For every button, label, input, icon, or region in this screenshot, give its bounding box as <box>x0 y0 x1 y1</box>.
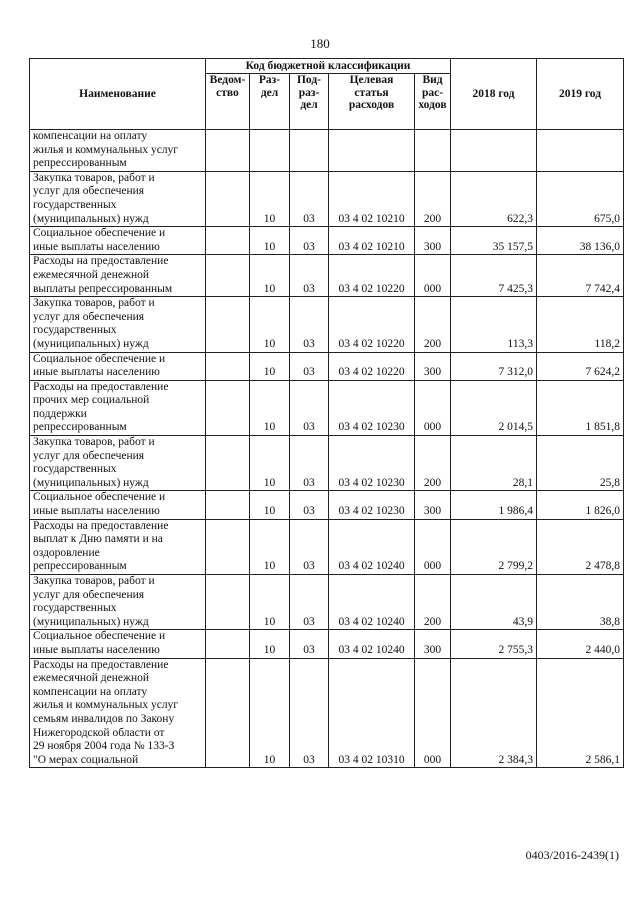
row-amount-2019: 1 851,8 <box>537 380 624 435</box>
row-subsection: 03 <box>290 380 329 435</box>
row-section: 10 <box>250 297 290 352</box>
row-target-article: 03 4 02 10230 <box>329 380 415 435</box>
row-section: 10 <box>250 575 290 630</box>
header-subsection: Под- раз- дел <box>290 74 329 130</box>
row-department <box>206 575 250 630</box>
row-amount-2019: 38,8 <box>537 575 624 630</box>
row-amount-2018: 1 986,4 <box>451 491 537 519</box>
table-row <box>30 130 624 172</box>
row-expense-type: 200 <box>415 436 451 491</box>
row-department <box>206 352 250 380</box>
row-name: Расходы на предоставление выплат к Дню памяти и на оздоровление репрессированным <box>30 519 206 574</box>
row-department <box>206 630 250 658</box>
header-department: Ведом- ство <box>206 74 250 130</box>
table-header <box>30 59 624 130</box>
table-row <box>30 630 624 658</box>
row-department <box>206 130 250 172</box>
row-amount-2019: 1 826,0 <box>537 491 624 519</box>
row-target-article: 03 4 02 10220 <box>329 297 415 352</box>
row-name: Социальное обеспечение и иные выплаты населению <box>30 352 206 380</box>
row-target-article: 03 4 02 10240 <box>329 575 415 630</box>
row-subsection: 03 <box>290 297 329 352</box>
row-name: Расходы на предоставление прочих мер социальной поддержки репрессированным <box>30 380 206 435</box>
row-target-article: 03 4 02 10210 <box>329 171 415 226</box>
row-amount-2018: 113,3 <box>451 297 537 352</box>
table-row <box>30 380 624 435</box>
row-amount-2019: 2 478,8 <box>537 519 624 574</box>
row-target-article: 03 4 02 10240 <box>329 519 415 574</box>
row-amount-2019: 675,0 <box>537 171 624 226</box>
header-expense-type: Вид рас- ходов <box>415 74 451 130</box>
row-amount-2019: 118,2 <box>537 297 624 352</box>
table-row <box>30 171 624 226</box>
row-subsection: 03 <box>290 227 329 255</box>
row-name: Закупка товаров, работ и услуг для обеспечения государственных (муниципальных) нужд <box>30 575 206 630</box>
row-expense-type: 000 <box>415 380 451 435</box>
row-department <box>206 297 250 352</box>
row-department <box>206 436 250 491</box>
table-row <box>30 491 624 519</box>
row-amount-2019: 25,8 <box>537 436 624 491</box>
row-subsection: 03 <box>290 255 329 297</box>
row-section: 10 <box>250 171 290 226</box>
row-amount-2019: 2 440,0 <box>537 630 624 658</box>
row-department <box>206 227 250 255</box>
row-subsection: 03 <box>290 491 329 519</box>
row-amount-2018: 7 425,3 <box>451 255 537 297</box>
row-amount-2019: 38 136,0 <box>537 227 624 255</box>
row-expense-type: 300 <box>415 630 451 658</box>
row-target-article: 03 4 02 10210 <box>329 227 415 255</box>
row-department <box>206 658 250 768</box>
table-row <box>30 436 624 491</box>
row-name: Расходы на предоставление ежемесячной денежной выплаты репрессированным <box>30 255 206 297</box>
row-name: компенсации на оплату жилья и коммунальных услуг репрессированным <box>30 130 206 172</box>
table-row <box>30 575 624 630</box>
row-name: Социальное обеспечение и иные выплаты населению <box>30 491 206 519</box>
row-amount-2018: 2 384,3 <box>451 658 537 768</box>
document-code: 0403/2016-2439(1) <box>525 848 619 862</box>
row-expense-type: 200 <box>415 171 451 226</box>
row-name: Расходы на предоставление ежемесячной денежной компенсации на оплату жилья и коммунальных услуг семьям инвалидов по Закону Нижегородской области от 29 ноября 2004 года № 133-З "О мерах социальной <box>30 658 206 768</box>
row-department <box>206 171 250 226</box>
row-amount-2019 <box>537 130 624 172</box>
row-section: 10 <box>250 630 290 658</box>
row-section: 10 <box>250 352 290 380</box>
row-department <box>206 380 250 435</box>
row-expense-type: 000 <box>415 658 451 768</box>
row-subsection: 03 <box>290 575 329 630</box>
row-amount-2018 <box>451 130 537 172</box>
table-row <box>30 297 624 352</box>
row-section: 10 <box>250 658 290 768</box>
header-classification-code: Код бюджетной классификации <box>206 59 451 74</box>
row-target-article <box>329 130 415 172</box>
row-amount-2018: 7 312,0 <box>451 352 537 380</box>
row-amount-2018: 43,9 <box>451 575 537 630</box>
row-target-article: 03 4 02 10220 <box>329 255 415 297</box>
row-name: Закупка товаров, работ и услуг для обеспечения государственных (муниципальных) нужд <box>30 297 206 352</box>
row-expense-type: 300 <box>415 352 451 380</box>
row-amount-2018: 35 157,5 <box>451 227 537 255</box>
table-row <box>30 352 624 380</box>
row-subsection: 03 <box>290 436 329 491</box>
header-name: Наименование <box>30 59 206 130</box>
row-section: 10 <box>250 227 290 255</box>
header-section: Раз- дел <box>250 74 290 130</box>
row-target-article: 03 4 02 10310 <box>329 658 415 768</box>
row-expense-type <box>415 130 451 172</box>
row-target-article: 03 4 02 10230 <box>329 436 415 491</box>
row-subsection: 03 <box>290 352 329 380</box>
row-section: 10 <box>250 380 290 435</box>
table-body <box>30 130 624 768</box>
row-expense-type: 200 <box>415 297 451 352</box>
row-amount-2018: 2 014,5 <box>451 380 537 435</box>
row-section: 10 <box>250 255 290 297</box>
header-year-2019: 2019 год <box>537 59 624 130</box>
row-amount-2018: 2 799,2 <box>451 519 537 574</box>
table-row <box>30 255 624 297</box>
row-expense-type: 200 <box>415 575 451 630</box>
row-department <box>206 519 250 574</box>
row-amount-2018: 622,3 <box>451 171 537 226</box>
row-name: Социальное обеспечение и иные выплаты населению <box>30 630 206 658</box>
row-expense-type: 300 <box>415 491 451 519</box>
row-section: 10 <box>250 436 290 491</box>
row-target-article: 03 4 02 10240 <box>329 630 415 658</box>
table-row <box>30 227 624 255</box>
row-section: 10 <box>250 491 290 519</box>
row-amount-2019: 7 742,4 <box>537 255 624 297</box>
row-subsection: 03 <box>290 658 329 768</box>
row-department <box>206 255 250 297</box>
row-target-article: 03 4 02 10230 <box>329 491 415 519</box>
header-year-2018: 2018 год <box>451 59 537 130</box>
row-name: Закупка товаров, работ и услуг для обеспечения государственных (муниципальных) нужд <box>30 171 206 226</box>
row-subsection: 03 <box>290 519 329 574</box>
row-amount-2019: 2 586,1 <box>537 658 624 768</box>
row-name: Закупка товаров, работ и услуг для обеспечения государственных (муниципальных) нужд <box>30 436 206 491</box>
row-amount-2018: 28,1 <box>451 436 537 491</box>
row-department <box>206 491 250 519</box>
row-subsection: 03 <box>290 171 329 226</box>
row-target-article: 03 4 02 10220 <box>329 352 415 380</box>
row-expense-type: 000 <box>415 255 451 297</box>
row-expense-type: 000 <box>415 519 451 574</box>
row-amount-2019: 7 624,2 <box>537 352 624 380</box>
budget-table <box>29 58 624 768</box>
row-expense-type: 300 <box>415 227 451 255</box>
row-section: 10 <box>250 519 290 574</box>
row-subsection <box>290 130 329 172</box>
header-target-article: Целевая статья расходов <box>329 74 415 130</box>
row-name: Социальное обеспечение и иные выплаты населению <box>30 227 206 255</box>
table-row <box>30 658 624 768</box>
page-number: 180 <box>310 36 330 51</box>
row-amount-2018: 2 755,3 <box>451 630 537 658</box>
row-section <box>250 130 290 172</box>
table-row <box>30 519 624 574</box>
row-subsection: 03 <box>290 630 329 658</box>
